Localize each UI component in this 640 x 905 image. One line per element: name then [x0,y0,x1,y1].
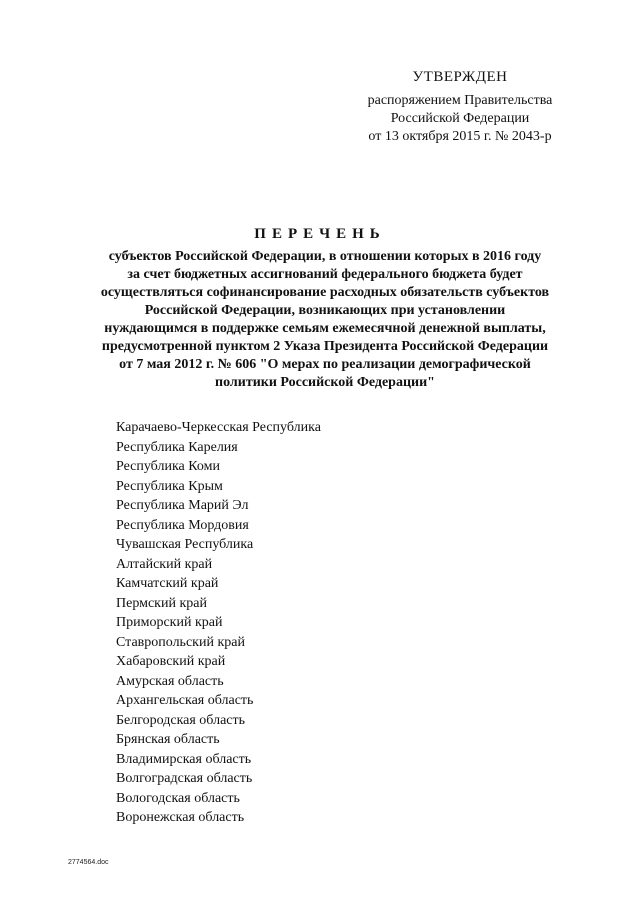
approval-block [340,68,580,146]
region-item: Чувашская Республика [116,537,254,552]
region-item: Камчатский край [116,576,219,591]
region-item: Республика Марий Эл [116,498,249,513]
region-item: Белгородская область [116,712,246,728]
region-item: Ставропольский край [116,634,245,650]
document-subtitle [60,248,590,392]
region-item: Республика Мордовия [116,517,249,533]
subtitle-line: предусмотренной пунктом 2 Указа Президента Российской Федерации [101,339,549,354]
region-item: Республика Крым [116,478,223,494]
region-item: Брянская область [116,732,220,747]
region-item: Пермский край [116,595,207,611]
region-item: Вологодская область [116,790,240,806]
approved-label: УТВЕРЖДЕН [412,69,508,85]
region-item: Воронежская область [116,810,245,825]
file-name-footer: 2774564.doc [68,859,109,866]
approval-line: от 13 октября 2015 г. № 2043-р [368,129,552,144]
approval-line: распоряжением Правительства [367,93,553,108]
region-item: Архангельская область [116,693,254,708]
region-item: Республика Коми [116,459,220,474]
region-item: Владимирская область [116,751,252,767]
subtitle-line: за счет бюджетных ассигнований федерального бюджета будет [127,267,523,282]
region-item: Хабаровский край [116,654,226,669]
regions-list [116,418,321,828]
subtitle-line: нуждающимся в поддержке семьям ежемесячной денежной выплаты, [104,321,546,336]
document-title: ПЕРЕЧЕНЬ [254,226,386,242]
subtitle-line: осуществляться софинансирование расходных обязательств субъектов [100,285,550,300]
subtitle-line: Российской Федерации, возникающих при установлении [144,303,506,318]
region-item: Приморский край [116,615,223,630]
region-item: Карачаево-Черкесская Республика [116,420,321,435]
subtitle-line: политики Российской Федерации" [215,375,435,390]
subtitle-line: субъектов Российской Федерации, в отношении которых в 2016 году [108,249,542,264]
region-item: Волгоградская область [116,771,253,786]
region-item: Республика Карелия [116,439,238,455]
subtitle-line: от 7 мая 2012 г. № 606 "О мерах по реализации демографической [119,357,531,372]
approval-line: Российской Федерации [390,111,530,126]
region-item: Алтайский край [116,556,213,572]
region-item: Амурская область [116,673,224,689]
